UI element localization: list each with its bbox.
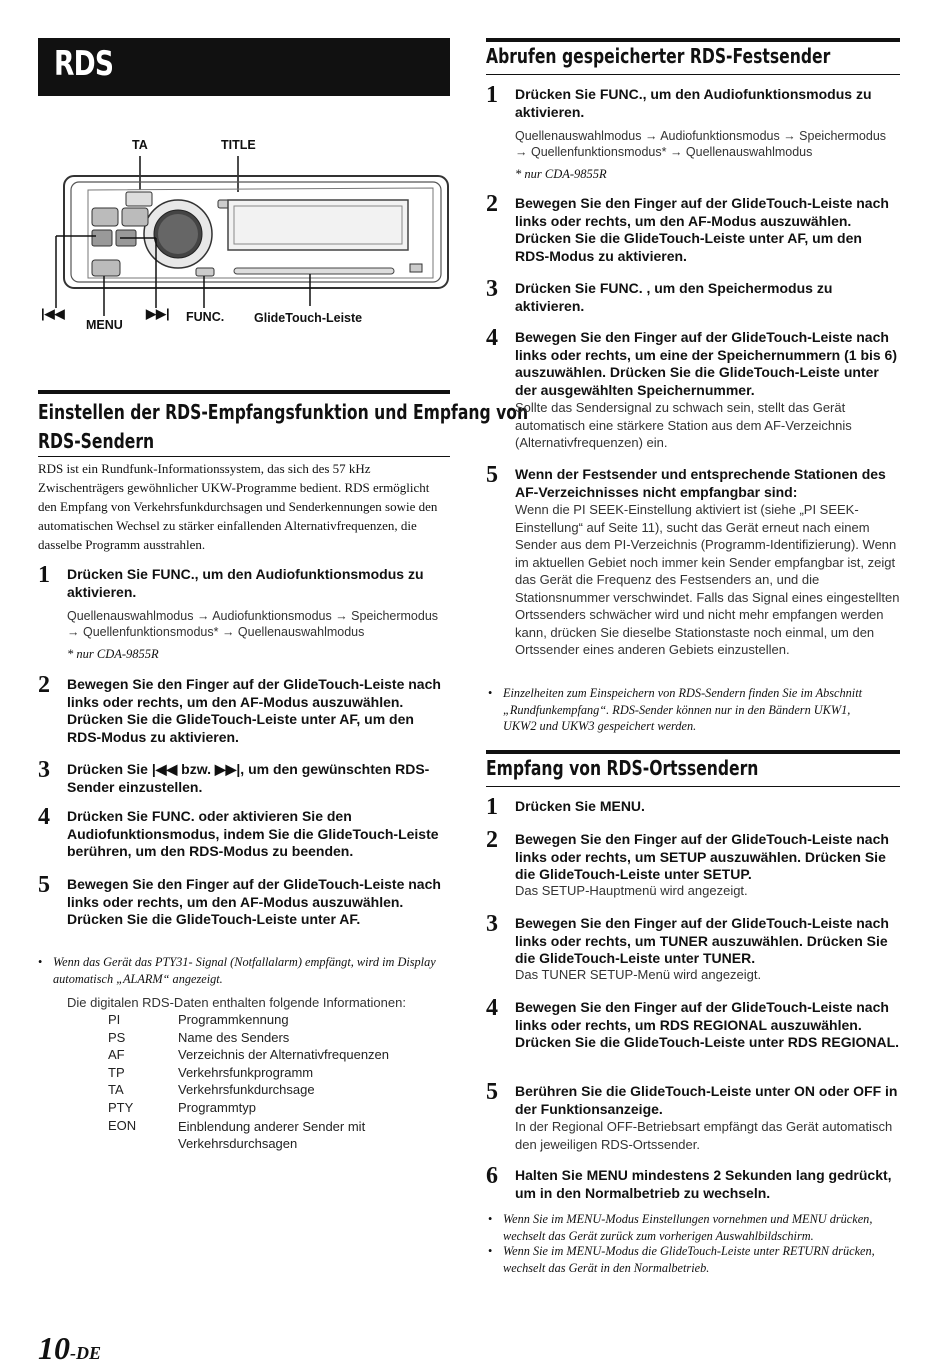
step-sub: Quellenauswahlmodus → Audiofunktionsmodus → Speichermodus → Quellenfunktionsmodus* → Quellenauswahlmodus	[67, 609, 439, 639]
step-number: 3	[38, 757, 50, 783]
table-key: PI	[108, 1012, 121, 1027]
step-number: 2	[486, 191, 498, 217]
digital-data-intro: Die digitalen RDS-Daten enthalten folgende Informationen:	[67, 995, 406, 1010]
section-heading-local-stations	[486, 750, 900, 787]
step-number: 5	[38, 872, 50, 898]
step-text: Drücken Sie |◀◀ bzw. ▶▶|, um den gewünschten RDS-Sender einzustellen.	[67, 761, 430, 795]
label-func: FUNC.	[186, 310, 225, 324]
rds-data-table	[108, 1012, 448, 1154]
step-number: 5	[486, 1079, 498, 1105]
right-column	[486, 0, 900, 1300]
step-text: Bewegen Sie den Finger auf der GlideTouch-Leiste nach links oder rechts, um den AF-Modus auszuwählen. Drücken Sie die GlideTouch-Leiste unter AF, um den RDS-Modus zu aktivieren.	[67, 676, 441, 745]
table-value: Name des Senders	[178, 1029, 290, 1045]
step-text: Bewegen Sie den Finger auf der GlideTouch-Leiste nach links oder rechts, um eine der Speichernummern (1 bis 6) auszuwählen. Drücken Sie die GlideTouch-Leiste unter der ausgewählten Speichernummer.	[515, 329, 898, 398]
table-key: EON	[108, 1117, 137, 1133]
step-text: Halten Sie MENU mindestens 2 Sekunden lang gedrückt, um in den Normalbetrieb zu wechseln.	[515, 1167, 892, 1201]
step-sub: Quellenauswahlmodus → Audiofunktionsmodus → Speichermodus → Quellenfunktionsmodus* → Quellenauswahlmodus	[515, 129, 887, 159]
label-prev: |◀◀	[41, 306, 65, 321]
step-text: Drücken Sie FUNC., um den Audiofunktionsmodus zu aktivieren.	[515, 86, 872, 120]
step-number: 4	[486, 325, 498, 351]
table-key: PTY	[108, 1099, 134, 1115]
step-sub: Das TUNER SETUP-Menü wird angezeigt.	[515, 967, 762, 982]
label-next: ▶▶|	[146, 306, 170, 321]
step-number: 1	[486, 82, 498, 108]
table-row	[108, 1065, 448, 1083]
step-number: 3	[486, 276, 498, 302]
step-sub: Wenn die PI SEEK-Einstellung aktiviert ist (siehe „PI SEEK-Einstellung“ auf Seite 11), sucht das Gerät erneut nach einem Sender aus dem PI-Verzeichnis (Programm-Identifizierung). Wenn im aktuellen Gebiet noch immer kein Sender empfangbar ist, zeigt das Gerät die Frequenz des Festsenders an, und die Stationsnummer verschwindet. Falls das Signal eines eingestellten Ortssenders schwächer wird und nicht mehr empfangen werden kann, drücken Sie dieselbe Stationstaste noch einmal, um den Ortssender eines anderen Gebiets einzustellen.	[515, 502, 900, 657]
heading-text: Abrufen gespeicherter RDS-Festsender	[486, 44, 831, 68]
step-text: Bewegen Sie den Finger auf der GlideTouch-Leiste nach links oder rechts, um RDS REGIONAL auszuwählen. Drücken Sie die GlideTouch-Leiste unter RDS REGIONAL.	[515, 999, 900, 1051]
table-row	[108, 1030, 448, 1048]
step-number: 1	[486, 794, 498, 820]
step-text: Bewegen Sie den Finger auf der GlideTouch-Leiste nach links oder rechts, um den AF-Modus auszuwählen. Drücken Sie die GlideTouch-Leiste unter AF.	[67, 876, 441, 928]
table-row	[108, 1118, 448, 1154]
step-number: 6	[486, 1163, 498, 1189]
presets-note: • Einzelheiten zum Einspeichern von RDS-Sendern finden Sie im Abschnitt „Rundfunkempfang“. RDS-Sender können nur in den Bändern UKW1, UKW2 und UKW3 gespeichert werden.	[503, 685, 863, 735]
table-key: TP	[108, 1064, 125, 1080]
intro-paragraph: RDS ist ein Rundfunk-Informationssystem, das sich des 57 kHz Zwischenträgers gewöhnlicher UKW-Programme bedient. RDS ermöglicht den Empfang von Verkehrsfunkdurchsagen und Senderkennungen sowie den automatischen Wechsel zu stärker einfallenden Alternativfrequenzen, die dasselbe Programm ausstrahlen.	[38, 461, 438, 552]
step-text: Wenn der Festsender und entsprechende Stationen des AF-Verzeichnisses nicht empfangbar sind:	[515, 466, 886, 500]
page-number	[38, 1330, 101, 1367]
step-number: 1	[38, 562, 50, 588]
page-suffix: -DE	[70, 1343, 101, 1363]
table-row	[108, 1082, 448, 1100]
step-text: Drücken Sie FUNC., um den Audiofunktionsmodus zu aktivieren.	[67, 566, 424, 600]
table-row	[108, 1100, 448, 1118]
heading-text: Empfang von RDS-Ortssendern	[486, 756, 759, 780]
step-number: 3	[486, 911, 498, 937]
step-text: Bewegen Sie den Finger auf der GlideTouch-Leiste nach links oder rechts, um SETUP auszuwählen. Drücken Sie die GlideTouch-Leiste unter SETUP.	[515, 831, 889, 883]
table-value: Verkehrsfunkdurchsage	[178, 1082, 315, 1098]
table-key: AF	[108, 1047, 125, 1063]
step-number: 5	[486, 462, 498, 488]
step-text: Drücken Sie MENU.	[515, 798, 645, 814]
table-value: Programmtyp	[178, 1099, 257, 1115]
step-text: Berühren Sie die GlideTouch-Leiste unter ON oder OFF in der Funktionsanzeige.	[515, 1083, 898, 1117]
step-number: 2	[486, 827, 498, 853]
rds-title: RDS	[54, 44, 114, 84]
step-note: * nur CDA-9855R	[515, 167, 607, 181]
heading-line-2: RDS-Sendern	[38, 429, 155, 453]
label-ta: TA	[132, 138, 148, 152]
table-key: PS	[108, 1029, 126, 1045]
menu-note-1: • Wenn Sie im MENU-Modus Einstellungen vornehmen und MENU drücken, wechselt das Gerät zurück zum vorherigen Auswahlbildschirm.	[503, 1211, 900, 1244]
step-sub: Sollte das Sendersignal zu schwach sein, stellt das Gerät automatisch eine stärkere Station aus dem AF-Verzeichnis (Alternativfrequenzen) ein.	[515, 400, 852, 450]
step-number: 2	[38, 672, 50, 698]
label-glidetouch: GlideTouch-Leiste	[254, 311, 363, 325]
heading-line-1: Einstellen der RDS-Empfangsfunktion und Empfang von	[38, 400, 529, 424]
pty31-note: • Wenn das Gerät das PTY31- Signal (Notfallalarm) empfängt, wird im Display automatisch „ALARM“ angezeigt.	[53, 954, 445, 987]
table-value: Verkehrsfunkprogramm	[178, 1064, 314, 1080]
left-column	[38, 0, 529, 1300]
table-value: Verzeichnis der Alternativfrequenzen	[178, 1047, 390, 1063]
table-row	[108, 1012, 448, 1030]
step-number: 4	[38, 804, 50, 830]
page-number-value: 10	[38, 1330, 70, 1366]
step-sub: Das SETUP-Hauptmenü wird angezeigt.	[515, 883, 748, 898]
step-text: Drücken Sie FUNC. , um den Speichermodus zu aktivieren.	[515, 280, 833, 314]
step-text: Bewegen Sie den Finger auf der GlideTouch-Leiste nach links oder rechts, um TUNER auszuwählen. Drücken Sie die GlideTouch-Leiste unter TUNER.	[515, 915, 889, 967]
step-sub: In der Regional OFF-Betriebsart empfängt das Gerät automatisch den jeweiligen RDS-Ortssender.	[515, 1119, 893, 1152]
menu-note-2: • Wenn Sie im MENU-Modus die GlideTouch-Leiste unter RETURN drücken, wechselt das Gerät in den Normalbetrieb.	[503, 1243, 900, 1276]
step-note: * nur CDA-9855R	[67, 647, 159, 661]
step-text: Drücken Sie FUNC. oder aktivieren Sie den Audiofunktionsmodus, indem Sie die GlideTouch-Leiste berühren, um den RDS-Modus zu beenden.	[67, 808, 439, 860]
section-heading-recall-presets	[486, 38, 900, 75]
table-value: Programmkennung	[178, 1012, 289, 1027]
table-key: TA	[108, 1082, 124, 1098]
label-title: TITLE	[221, 138, 256, 152]
step-text: Bewegen Sie den Finger auf der GlideTouch-Leiste nach links oder rechts, um den AF-Modus auszuwählen. Drücken Sie die GlideTouch-Leiste unter AF, um den RDS-Modus zu aktivieren.	[515, 195, 889, 264]
section-heading-rds-reception	[38, 390, 529, 457]
table-row	[108, 1047, 448, 1065]
step-number: 4	[486, 995, 498, 1021]
label-menu: MENU	[86, 318, 123, 332]
table-value: Einblendung anderer Sender mit Verkehrsdurchsagen	[178, 1118, 366, 1152]
